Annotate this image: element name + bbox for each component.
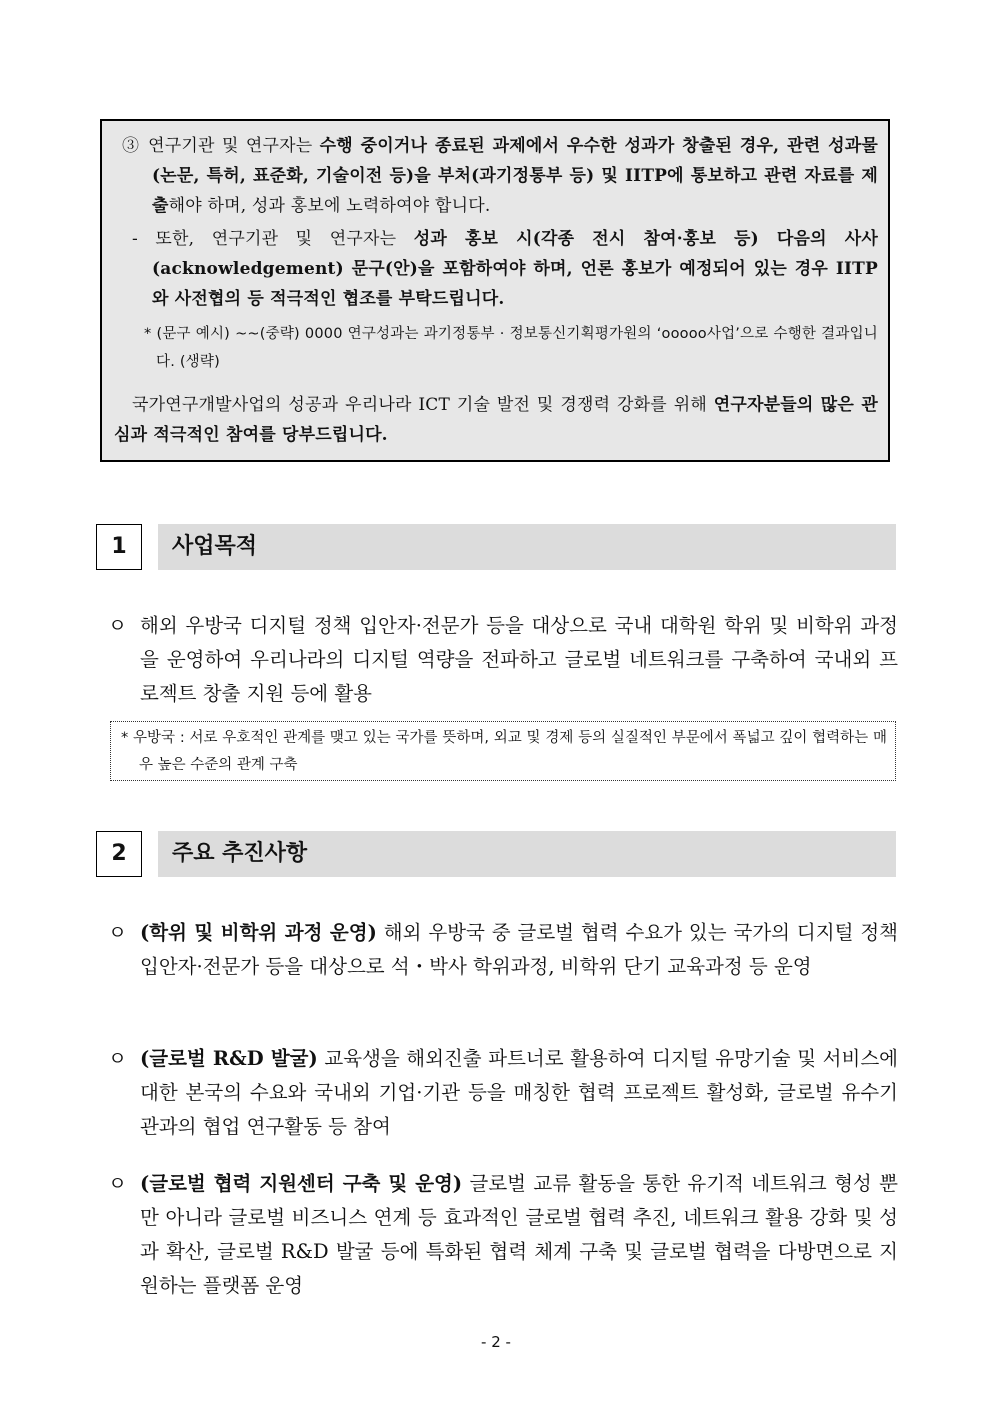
section-2-item-text xyxy=(140,1167,898,1303)
bullet-mark: ㅇ xyxy=(108,614,127,637)
section-2-header xyxy=(96,831,896,877)
item-heading: (학위 및 비학위 과정 운영) xyxy=(140,921,377,944)
section-2-item xyxy=(108,1042,898,1144)
circled-number: ③ xyxy=(122,136,141,156)
notice-box xyxy=(100,119,890,462)
definition-note-text: * 우방국 : 서로 우호적인 관계를 맺고 있는 국가를 뜻하며, 외교 및 경제 등의 실질적인 부문에서 폭넓고 깊이 협력하는 매우 높은 수준의 관계 구축 xyxy=(121,730,887,773)
item-heading: (글로벌 R&D 발굴) xyxy=(140,1047,318,1070)
section-1-title: 사업목적 xyxy=(158,524,896,570)
item-body: 해외 우방국 중 글로벌 협력 수요가 있는 국가의 디지털 정책 입안자·전문가 등을 대상으로 석・박사 학위과정, 비학위 단기 교육과정 등 운영 xyxy=(140,921,898,978)
notice-item-3-tail: 해야 하며, 성과 홍보에 노력하여야 합니다. xyxy=(168,196,491,216)
notice-item-3 xyxy=(114,131,878,221)
definition-note xyxy=(110,721,896,781)
notice-dash-text: - 또한, 연구기관 및 연구자는 xyxy=(132,229,414,249)
section-1-bullet-text: 해외 우방국 디지털 정책 입안자·전문가 등을 대상으로 국내 대학원 학위 및 비학위 과정을 운영하여 우리나라의 디지털 역량을 전파하고 글로벌 네트워크를 구축하여 국내외 프로젝트 창출 지원 등에 활용 xyxy=(140,614,898,705)
section-1-header xyxy=(96,524,896,570)
acknowledgement-example: * (문구 예시) ~~(중략) 0000 연구성과는 과기정통부 · 정보통신기획평가원의 ‘ooooo사업’으로 수행한 결과입니다. (생략) xyxy=(144,326,878,370)
bullet-mark: ㅇ xyxy=(108,1047,127,1070)
notice-closing-text: 국가연구개발사업의 성공과 우리나라 ICT 기술 발전 및 경쟁력 강화를 위해 xyxy=(132,395,714,415)
notice-dash-item xyxy=(114,224,878,314)
notice-dash-bold: 성과 홍보 시(각종 전시 참여·홍보 등) 다음의 사사(acknowledgement) 문구(안)을 포함하여야 하며, 언론 홍보가 예정되어 있는 경우 IITP와 사전협의 등 적극적인 협조를 부탁드립니다. xyxy=(152,229,878,309)
section-2-title: 주요 추진사항 xyxy=(158,831,896,877)
section-2-item-text xyxy=(140,916,898,984)
bullet-mark: ㅇ xyxy=(108,1172,127,1195)
section-1-bullet xyxy=(108,609,898,711)
section-2-item xyxy=(108,1167,898,1303)
notice-item-3-text: 연구기관 및 연구자는 xyxy=(140,136,320,156)
item-body: 교육생을 해외진출 파트너로 활용하여 디지털 유망기술 및 서비스에 대한 본국의 수요와 국내외 기업·기관 등을 매칭한 협력 프로젝트 활성화, 글로벌 유수기관과의 협업 연구활동 등 참여 xyxy=(140,1047,898,1138)
item-heading: (글로벌 협력 지원센터 구축 및 운영) xyxy=(140,1172,463,1195)
bullet-mark: ㅇ xyxy=(108,921,127,944)
section-2-number: 2 xyxy=(96,831,142,877)
notice-closing xyxy=(114,390,878,450)
section-1-number: 1 xyxy=(96,524,142,570)
section-2-item xyxy=(108,916,898,984)
notice-item-3-bold: 수행 중이거나 종료된 과제에서 우수한 성과가 창출된 경우, 관련 성과물(논문, 특허, 표준화, 기술이전 등)을 부처(과기정통부 등) 및 IITP에 통보하고 관련 자료를 제출 xyxy=(152,136,878,216)
page-number: - 2 - xyxy=(481,1333,511,1351)
section-2-item-text xyxy=(140,1042,898,1144)
item-body: 글로벌 교류 활동을 통한 유기적 네트워크 형성 뿐만 아니라 글로벌 비즈니스 연계 등 효과적인 글로벌 협력 추진, 네트워크 활용 강화 및 성과 확산, 글로벌 R&D 발굴 등에 특화된 협력 체계 구축 및 글로벌 협력을 다방면으로 지원하는 플랫폼 운영 xyxy=(140,1172,898,1297)
notice-closing-bold: 연구자분들의 많은 관심과 적극적인 참여를 당부드립니다. xyxy=(114,395,878,445)
